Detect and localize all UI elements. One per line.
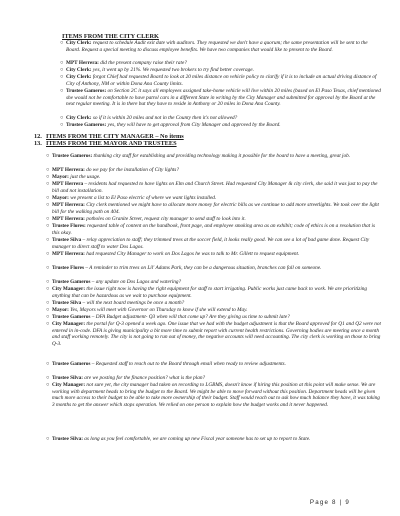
list-item: Mayor: just the usage. (52, 174, 101, 180)
bullet-icon: ○ (46, 375, 50, 381)
list-item: Trustee Flores: requested table of content on the handbook, front page, and employee smoking area as an exhibit; code of ethics is on a resolution that is this okay. (52, 223, 376, 236)
list-item: Trustee Gameros – DFA Budget adjustment- Q3 when will that come up? Are they giving us time to submit late? (52, 314, 290, 320)
list-item: Trustee Flores – A reminder to trim trees on Lil' Adams Park, they can be a dangerous situation, branches can fall on someone. (52, 265, 322, 271)
bullet-icon: ○ (46, 167, 50, 173)
section-number: 12. (34, 133, 42, 140)
bullet-icon: ○ (46, 286, 50, 292)
bullet-icon: ○ (46, 279, 50, 285)
bullet-icon: ○ (60, 88, 64, 94)
list-item: MPT Herrera: City clerk mentioned we might have to allocate more money for electric bills as we continue to add more streetlights. We took over the light bill for the walking path on 404. (52, 202, 379, 215)
bullet-icon: ○ (46, 202, 50, 208)
list-item: Trustee Silva: as long as you feel comfortable, we are coming up new Fiscal year someone has to set up to report to State. (52, 436, 311, 442)
list-item: MPT Herrera: did the present company raise their rate? (66, 60, 187, 66)
bullet-icon: ○ (46, 251, 50, 257)
list-item: City Manager: not sure yet, the city manager had taken on recording to LGBMS, doesn't know if hiring this position at this point will make sense. We are working with department heads to bring the budget to the Board. We might be able to move forward without this position. Department heads will be given much more access to their budget to be able to take more ownership of their budget. Staff would reach out to ask how much balance they have, it was taking 3 months to get the answer which stops operation. We relied on one person to explain how the budget works and it never happened. (52, 382, 380, 408)
list-item: Trustee Silva – relay appreciation to staff; they trimmed trees at the soccer field, it looks really good. We can see a lot of bad game done. Request City manager to direct staff to water Dos Lagos. (52, 237, 370, 250)
bullet-icon: ○ (46, 153, 50, 159)
bullet-icon: ○ (46, 382, 50, 388)
list-item: City Clerk: request to schedule Audit exit date with auditors. They requested we don't have a quorum; the same presentation will be sent to the Board. Request a special meeting to discuss employee benefits. We have two companies that would like to present to the Board. (66, 40, 368, 53)
list-item: MPT Herrera: do we pay for the installation of City lights? (52, 167, 179, 173)
bullet-icon: ○ (46, 307, 50, 313)
bullet-icon: ○ (60, 115, 64, 121)
bullet-icon: ○ (46, 300, 50, 306)
list-item: City Clerk: yes, it went up by 21%. We requested two brokers to try find better coverage. (66, 67, 254, 73)
bullet-icon: ○ (46, 216, 50, 222)
section-number: 13. (34, 140, 42, 147)
list-item: Trustee Gameros: yes, they will have to get approval from City Manager and approved by the Board. (66, 122, 281, 128)
bullet-icon: ○ (60, 74, 64, 80)
list-item: City Manager: the portal for Q-3 opened a week ago. One issue that we had with the budget adjustment is that the Board approved for Q1 and Q2 were not entered in in-code. DFA is giving municipality a bit more time to submit report with current health restrictions. Governing bodies are meeting once a month and staff working remotely. The city is not going to run out of money, the negative accounts will need accounting. The city clerk is working on those to bring Q-3. (52, 321, 381, 347)
bullet-icon: ○ (60, 67, 64, 73)
list-item: Trustee Gameros – Requested staff to reach out to the Board through email when ready to review adjustments. (52, 361, 286, 367)
list-item: Trustee Gameros: thanking city staff for establishing and providing technology making it possible for the board to have a meeting, great job. (52, 153, 351, 159)
bullet-icon: ○ (60, 60, 64, 66)
section-heading-city-manager: ITEMS FROM THE CITY MANAGER – No items (46, 133, 184, 140)
bullet-icon: ○ (60, 40, 64, 46)
list-item: Trustee Silva: are we posting for the finance position? what is the plan? (52, 375, 206, 381)
list-item: MPT Herrera – residents had requested to have lights on Elm and Church Street. Had requested City Manager & city clerk, she said it was just to pay the bill and not installation. (52, 181, 378, 194)
bullet-icon: ○ (46, 237, 50, 243)
list-item: MPT Herrera: had requested City Manager to work on Dos Lagos he was to talk to Mr. Gillett to request equipment. (52, 251, 300, 257)
list-item: Trustee Silva – will the next board meetings be once a month? (52, 300, 185, 306)
bullet-icon: ○ (46, 436, 50, 442)
bullet-icon: ○ (46, 361, 50, 367)
list-item: Trustee Gameros – any update on Dos Lagos and watering? (52, 279, 182, 285)
list-item: MPT Herrera: potholes on Granite Street, request city manager to send staff to look into it. (52, 216, 246, 222)
page-number: Page 8 | 9 (309, 499, 350, 506)
list-item: City Clerk: so if it is within 20 miles and not in the County then it's not allowed? (66, 115, 238, 121)
bullet-icon: ○ (46, 195, 50, 201)
bullet-icon: ○ (46, 174, 50, 180)
bullet-icon: ○ (46, 321, 50, 327)
list-item: City Clerk: forgot Chief had requested Board to look at 20 miles distance on vehicle policy to clarify if it is to include an actual driving distance of City of Anthony, NM or within Dona Ana County limits. (66, 74, 377, 87)
bullet-icon: ○ (46, 314, 50, 320)
section-heading-mayor-trustees: ITEMS FROM THE MAYOR AND TRUSTEES (46, 140, 177, 147)
list-item: City Manager: the issue right now is having the right equipment for staff to start irrigating. Public works just came back to work. We are prioritizing anything that can be hazardous as we wait to purchase equipment. (52, 286, 368, 299)
list-item: Mayor: we present a list to El Paso electric of where we want lights installed. (52, 195, 217, 201)
bullet-icon: ○ (46, 181, 50, 187)
list-item: Trustee Gameros: on Section 2C it says all employees assigned take-home vehicle will live within 20 miles (based on El Paso Texas, chief mentioned she would not be comfortable to have patrol cars in a different State in writing by the City Manager and submitted for approval by the Board at the next regular meeting. It is in there but they have to reside in Anthony or 20 miles in Dona Ana County. (66, 88, 381, 108)
bullet-icon: ○ (46, 223, 50, 229)
bullet-icon: ○ (60, 122, 64, 128)
list-item: Mayor: Yes, Mayors will meet with Governor on Thursday to know if she will extend to May. (52, 307, 248, 313)
section-heading-city-clerk: ITEMS FROM THE CITY CLERK (62, 33, 159, 40)
bullet-icon: ○ (46, 265, 50, 271)
